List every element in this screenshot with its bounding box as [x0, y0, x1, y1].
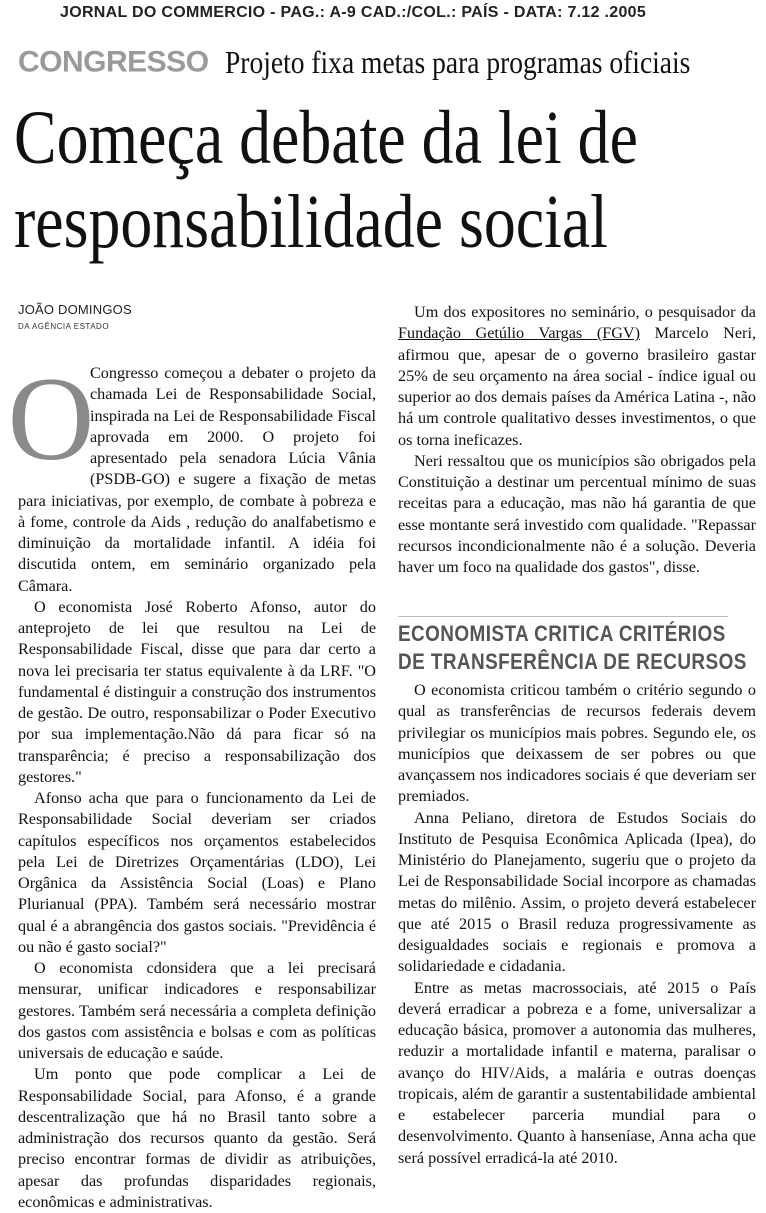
right-column-bottom	[398, 680, 756, 1169]
fgv-link: Fundação Getúlio Vargas (FGV)	[398, 324, 640, 343]
paragraph: O economista cdonsidera que a lei precisará mensurar, unificar indicadores e responsabilizar gestores. Também será necessária a completa definição dos gastos com assistência e bolsas e com as políticas universais de educação e saúde.	[18, 959, 376, 1062]
byline-agency: DA AGÊNCIA ESTADO	[18, 322, 110, 331]
dropcap-letter: O	[7, 352, 95, 485]
paragraph: Um ponto que pode complicar a Lei de Responsabilidade Social, para Afonso, é a grande descentralização que há no Brasil tanto sobre a administração dos recursos quanto da gestão. Será preciso encontrar formas de dividir as atribuições, apesar das profundas disparidades regionais, econômicas e administrativas.	[18, 1065, 376, 1211]
paragraph	[398, 302, 756, 451]
paragraph: Afonso acha que para o funcionamento da Lei de Responsabilidade Social deveriam ser criados capítulos específicos nos orçamentos estabelecidos pela Lei de Diretrizes Orçamentárias (LDO), Lei Orgânica da Assistência Social (Loas) e Plano Plurianual (PPA). Também será necessário mostrar qual é a abrangência dos gastos sociais. "Previdência é ou não é gasto social?"	[18, 789, 376, 956]
article-subhead: Projeto fixa metas para programas oficiais	[224, 44, 690, 80]
section-divider	[398, 616, 728, 617]
paragraph: O economista José Roberto Afonso, autor do anteprojeto de lei que resultou na Lei de Responsabilidade Fiscal, disse que para dar certo a nova lei precisaria ter status equivalente à da LRF. "O fundamental é distinguir a construção dos instrumentos de gestão. De outro, responsabilizar o Poder Executivo por sua implementação.Não dá para ficar só na transparência; é preciso a responsabilização dos gestores."	[18, 597, 376, 786]
paragraph-text: Marcelo Neri, afirmou que, apesar de o governo brasileiro gastar 25% de seu orçamento na área social - índice igual ou superior ao dos demais países da América Latina -, não há um controle qualitativo desses investimentos, o que os torna ineficazes.	[398, 324, 756, 449]
section-heading	[398, 620, 747, 676]
paragraph: Anna Peliano, diretora de Estudos Sociais do Instituto de Pesquisa Econômica Aplicada (Ipea), do Ministério do Planejamento, sugeriu que o projeto da Lei de Responsabilidade Social incorpore as chamadas metas do milênio. Assim, o projeto deverá estabelecer que até 2015 o Brasil reduza progressivamente as desigualdades sociais e regionais e promova a solidariedade e cidadania.	[398, 808, 756, 976]
byline: JOÃO DOMINGOS	[18, 302, 132, 317]
kicker-row	[18, 44, 758, 81]
section-heading-line-2: DE TRANSFERÊNCIA DE RECURSOS	[398, 649, 747, 674]
headline-line-2: responsabilidade social	[14, 180, 608, 264]
paragraph: O economista criticou também o critério segundo o qual as transferências de recursos federais devem privilegiar os municípios mais pobres. Segundo ele, os municípios que deixassem de ser pobres ou que avançassem nos indicadores sociais é que deveriam ser premiados.	[398, 681, 756, 806]
headline-line-1: Começa debate da lei de	[14, 96, 638, 180]
section-heading-line-1: ECONOMISTA CRITICA CRITÉRIOS	[398, 621, 726, 646]
paragraph: Congresso começou a debater o projeto da chamada Lei de Responsabilidade Social, inspirada na Lei de Responsabilidade Fiscal aprovada em 2000. O projeto foi apresentado pela senadora Lúcia Vânia (PSDB-GO) e sugere a fixação de metas para iniciativas, por exemplo, de combate à pobreza e à fome, controle da Aids , redução do analfabetismo e diminuição da mortalidade infantil. A idéia foi discutida ontem, em seminário organizado pela Câmara.	[18, 364, 376, 595]
paragraph: Entre as metas macrossociais, até 2015 o País deverá erradicar a pobreza e a fome, universalizar a educação básica, promover a autonomia das mulheres, reduzir a mortalidade infantil e materna, paralisar o avanço do HIV/Aids, a malária e outras doenças tropicais, além de garantir a sustentabilidade ambiental e estabelecer parceria mundial para o desenvolvimento. Quanto à hanseníase, Anna acha que será possível erradicá-la até 2010.	[398, 978, 756, 1167]
paragraph-text: Um dos expositores no seminário, o pesquisador da	[414, 303, 756, 321]
right-column-top	[398, 302, 756, 578]
article-headline	[14, 96, 652, 264]
paragraph: Neri ressaltou que os municípios são obrigados pela Constituição a destinar um percentual mínimo de suas receitas para a educação, mas não há garantia de que esse montante será investido com qualidade. "Repassar recursos incondicionalmente não é a solução. Deveria haver um foco na qualidade dos gastos", disse.	[398, 451, 756, 576]
dropcap-box	[7, 352, 95, 485]
source-header: JORNAL DO COMMERCIO - PAG.: A-9 CAD.:/COL.: PAÍS - DATA: 7.12 .2005	[60, 4, 647, 21]
left-column	[7, 352, 376, 1213]
section-kicker: CONGRESSO	[18, 45, 209, 79]
